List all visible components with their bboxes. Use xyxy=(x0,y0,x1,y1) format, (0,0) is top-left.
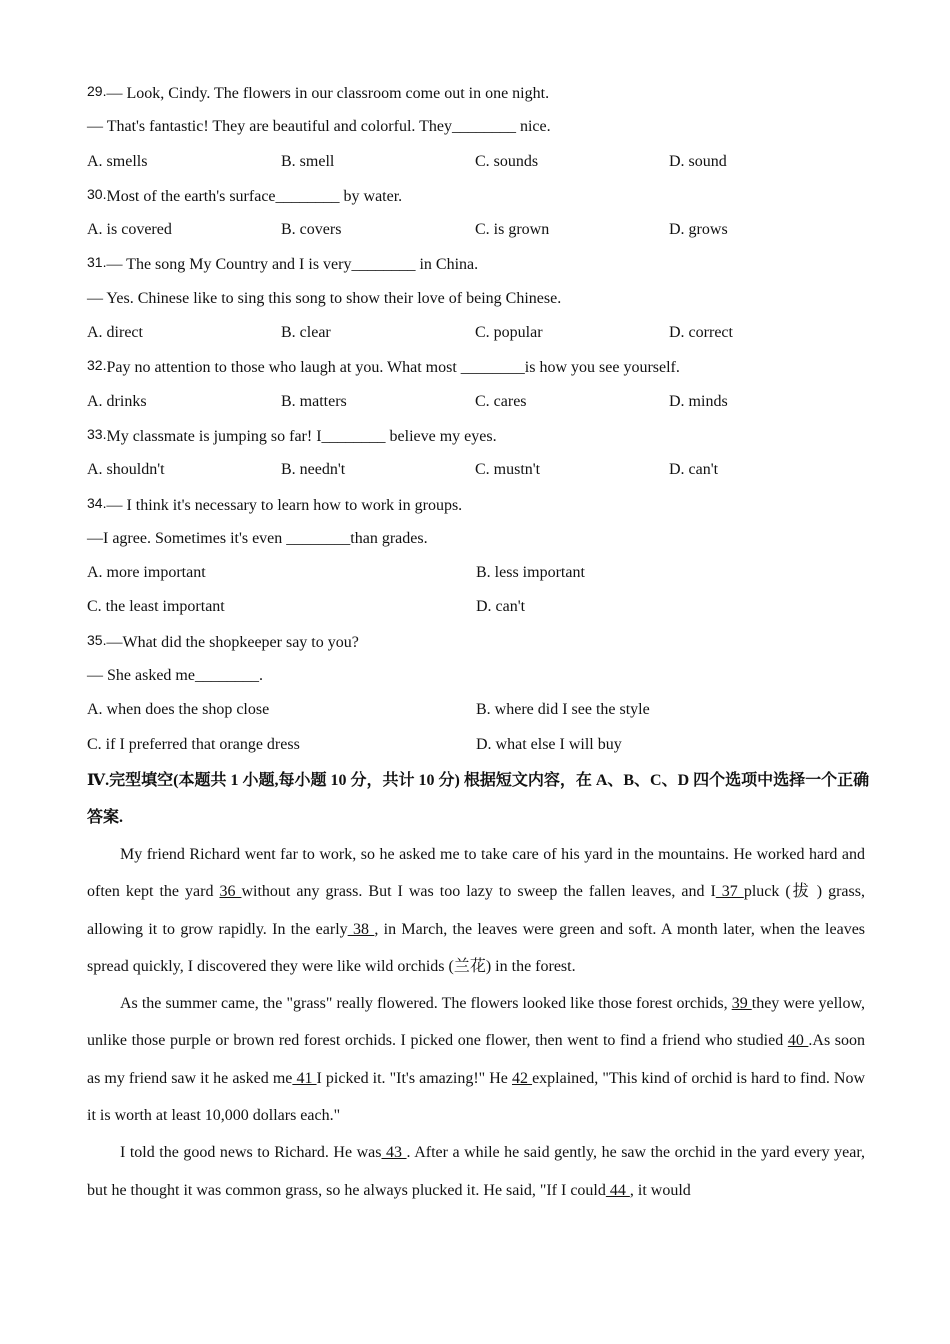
question-30 xyxy=(87,179,867,248)
section-heading: Ⅳ.完型填空(本题共 1 小题,每小题 10 分，共计 10 分) 根据短文内容，在 A、B、C、D 四个选项中选择一个正确答案. xyxy=(87,771,870,826)
option-a[interactable]: A. smells xyxy=(87,152,148,170)
options-row xyxy=(87,145,867,179)
option-d[interactable]: D. can't xyxy=(669,461,719,479)
question-33 xyxy=(87,419,867,488)
option-b[interactable]: B. covers xyxy=(281,221,342,239)
question-number: 29. xyxy=(87,83,107,99)
question-stem: —I agree. Sometimes it's even ________than grades. xyxy=(87,529,428,547)
option-b[interactable]: B. where did I see the style xyxy=(476,701,650,719)
blank-44[interactable]: 44 xyxy=(605,1181,630,1199)
question-stem: Most of the earth's surface________ by water. xyxy=(106,187,403,205)
options-row xyxy=(87,385,867,419)
options-row xyxy=(87,728,867,762)
passage-paragraph-3: I told the good news to Richard. He was 43 . After a while he said gently, he saw the orchid in the yard every year, but he thought it was common grass, so he always plucked it. He said, "If I could 44 , it would xyxy=(87,1144,866,1199)
blank-43[interactable]: 43 xyxy=(381,1144,407,1162)
question-stem: — The song My Country and I is very________ in China. xyxy=(106,256,479,274)
option-d[interactable]: D. correct xyxy=(669,324,733,342)
option-a[interactable]: A. shouldn't xyxy=(87,461,165,479)
question-stem: Pay no attention to those who laugh at you. What most ________is how you see yourself. xyxy=(106,359,680,377)
option-a[interactable]: A. drinks xyxy=(87,392,147,410)
options-row xyxy=(87,693,867,727)
question-29 xyxy=(87,76,867,179)
question-stem: My classmate is jumping so far! I________ believe my eyes. xyxy=(106,427,497,445)
options-row xyxy=(87,590,867,624)
option-d[interactable]: D. sound xyxy=(669,152,727,170)
question-31 xyxy=(87,247,867,350)
option-a[interactable]: A. direct xyxy=(87,324,143,342)
option-b[interactable]: B. matters xyxy=(281,392,347,410)
blank-40[interactable]: 40 xyxy=(787,1032,809,1050)
blank-39[interactable]: 39 xyxy=(731,995,752,1013)
options-row xyxy=(87,556,867,590)
option-c[interactable]: C. if I preferred that orange dress xyxy=(87,735,300,753)
option-c[interactable]: C. is grown xyxy=(475,221,550,239)
option-c[interactable]: C. popular xyxy=(475,324,543,342)
option-d[interactable]: D. can't xyxy=(476,598,526,616)
question-number: 32. xyxy=(87,357,107,374)
exam-page xyxy=(87,76,870,1209)
question-stem: — Look, Cindy. The flowers in our classroom come out in one night. xyxy=(106,85,550,102)
question-number: 33. xyxy=(87,425,107,442)
question-number: 34. xyxy=(87,494,107,511)
passage-paragraph-1: My friend Richard went far to work, so he asked me to take care of his yard in the mountains. He worked hard and often kept the yard 36 without any grass. But I was too lazy to sweep the fallen leaves, and I 37 pluck (拔 ) grass, allowing it to grow rapidly. In the early 38 , in March, the leaves were green and soft. A month later, when the leaves spread quickly, I discovered they were like wild orchids (兰花) in the forest. xyxy=(87,845,866,975)
question-stem: — She asked me________. xyxy=(87,667,263,685)
options-row xyxy=(87,453,867,487)
question-number: 35. xyxy=(87,631,107,648)
blank-38[interactable]: 38 xyxy=(347,920,375,938)
question-stem: —What did the shopkeeper say to you? xyxy=(106,633,359,651)
option-c[interactable]: C. mustn't xyxy=(475,461,541,479)
option-b[interactable]: B. clear xyxy=(281,324,331,342)
option-c[interactable]: C. sounds xyxy=(475,152,539,170)
blank-42[interactable]: 42 xyxy=(512,1069,533,1087)
blank-37[interactable]: 37 xyxy=(715,883,744,901)
options-row xyxy=(87,316,867,350)
question-stem: — I think it's necessary to learn how to work in groups. xyxy=(106,496,463,514)
question-32 xyxy=(87,350,867,419)
option-b[interactable]: B. needn't xyxy=(281,461,346,479)
option-d[interactable]: D. what else I will buy xyxy=(476,735,622,753)
option-d[interactable]: D. minds xyxy=(669,392,728,410)
question-35 xyxy=(87,625,867,762)
option-c[interactable]: C. cares xyxy=(475,392,527,410)
passage-paragraph-2: As the summer came, the "grass" really flowered. The flowers looked like those forest orchids, 39 they were yellow, unlike those purple or brown red forest orchids. I picked one flower, then went to find a friend who studied 40 .As soon as my friend saw it he asked me 41 I picked it. "It's amazing!" He 42 explained, "This kind of orchid is hard to find. Now it is worth at least 10,000 dollars each." xyxy=(87,995,866,1125)
question-stem: — That's fantastic! They are beautiful and colorful. They________ nice. xyxy=(87,118,551,136)
option-b[interactable]: B. smell xyxy=(281,152,335,170)
question-stem: — Yes. Chinese like to sing this song to show their love of being Chinese. xyxy=(87,289,562,307)
question-number: 30. xyxy=(87,185,107,202)
option-d[interactable]: D. grows xyxy=(669,221,728,239)
blank-36[interactable]: 36 xyxy=(219,883,242,901)
question-number: 31. xyxy=(87,254,107,271)
option-c[interactable]: C. the least important xyxy=(87,598,225,616)
options-row xyxy=(87,213,867,247)
question-34 xyxy=(87,488,867,625)
option-a[interactable]: A. when does the shop close xyxy=(87,701,270,719)
option-a[interactable]: A. more important xyxy=(87,564,206,582)
blank-41[interactable]: 41 xyxy=(292,1069,317,1087)
option-b[interactable]: B. less important xyxy=(476,564,585,582)
option-a[interactable]: A. is covered xyxy=(87,221,172,239)
